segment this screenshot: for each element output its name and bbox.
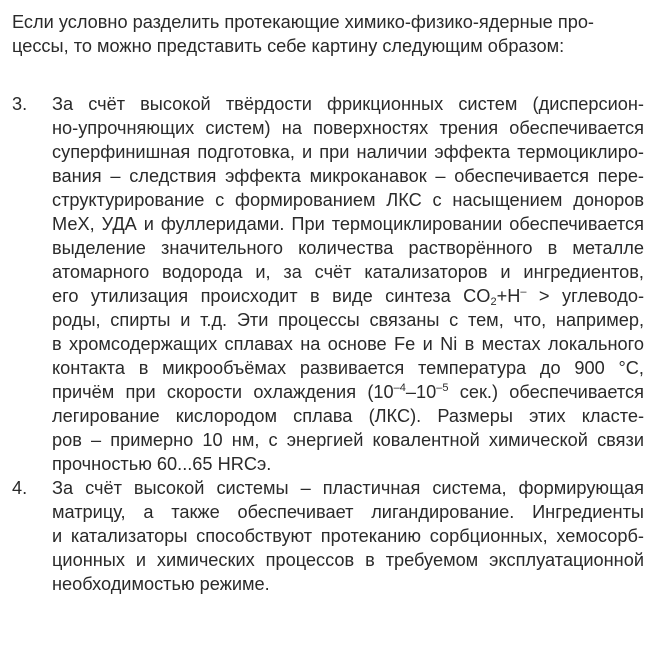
subscript: 2 (490, 296, 497, 308)
intro-line: Если условно разделить протекающие химико-физико-ядерные про- (12, 12, 594, 32)
text-line: матрицу, а также обеспечивает лигандирование. Ингредиенты (52, 502, 644, 522)
text-line: МеХ, УДА и фуллеридами. При термоциклировании обеспечивается (52, 214, 644, 234)
text-line: в хромсодержащих сплавах на основе Fe и Ni в местах локального (52, 334, 644, 354)
text-fragment: > углеводо- (526, 286, 644, 306)
text-fragment: причём при скорости охлаждения (10 (52, 382, 394, 402)
text-line: суперфинишная подготовка, и при наличии эффекта термоциклиро- (52, 142, 644, 162)
text-line-formula (52, 284, 644, 308)
text-line: контакта в микрообъёмах развивается температура до 900 °С, (52, 358, 644, 378)
list-item-4 (12, 476, 644, 596)
text-line: роды, спирты и т.д. Эти процессы связаны с тем, что, например, (52, 310, 644, 330)
intro-paragraph (12, 10, 644, 58)
text-fragment: –10 (405, 382, 437, 402)
text-line: структурирование с формированием ЛКС с насыщением доноров (52, 190, 644, 210)
text-line-formula (52, 380, 644, 404)
text-line: выделение значительного количества растворённого в металле (52, 238, 644, 258)
text-line: и катализаторы способствуют протеканию сорбционных, хемосорб- (52, 526, 644, 546)
superscript: –5 (436, 382, 449, 394)
list-number: 4. (12, 478, 28, 498)
text-fragment: +H (496, 286, 521, 306)
superscript: – (520, 286, 527, 298)
intro-line: цессы, то можно представить себе картину следующим образом: (12, 36, 565, 56)
text-line: За счёт высокой системы – пластичная система, формирующая (52, 478, 644, 498)
text-line: вания – следствия эффекта микроканавок – обеспечивается пере- (52, 166, 644, 186)
text-line: но-упрочняющих систем) на поверхностях трения обеспечивается (52, 118, 644, 138)
text-line: За счёт высокой твёрдости фрикционных систем (дисперсион- (52, 94, 644, 114)
text-line: прочностью 60...65 HRCэ. (52, 454, 272, 474)
text-line: ционных и химических процессов в требуемом эксплуатационной (52, 550, 644, 570)
text-line: легирование кислородом сплава (ЛКС). Размеры этих класте- (52, 406, 644, 426)
text-line: ров – примерно 10 нм, с энергией ковалентной химической связи (52, 430, 644, 450)
text-line: необходимостью режиме. (52, 574, 270, 594)
text-fragment: сек.) обеспечивается (448, 382, 644, 402)
document-page (12, 10, 644, 596)
list-number: 3. (12, 94, 28, 114)
superscript: –4 (393, 382, 406, 394)
text-fragment: его утилизация происходит в виде синтеза CO (52, 286, 491, 306)
list-item-3 (12, 92, 644, 476)
text-line: атомарного водорода и, за счёт катализаторов и ингредиентов, (52, 262, 644, 282)
numbered-list (12, 92, 644, 596)
